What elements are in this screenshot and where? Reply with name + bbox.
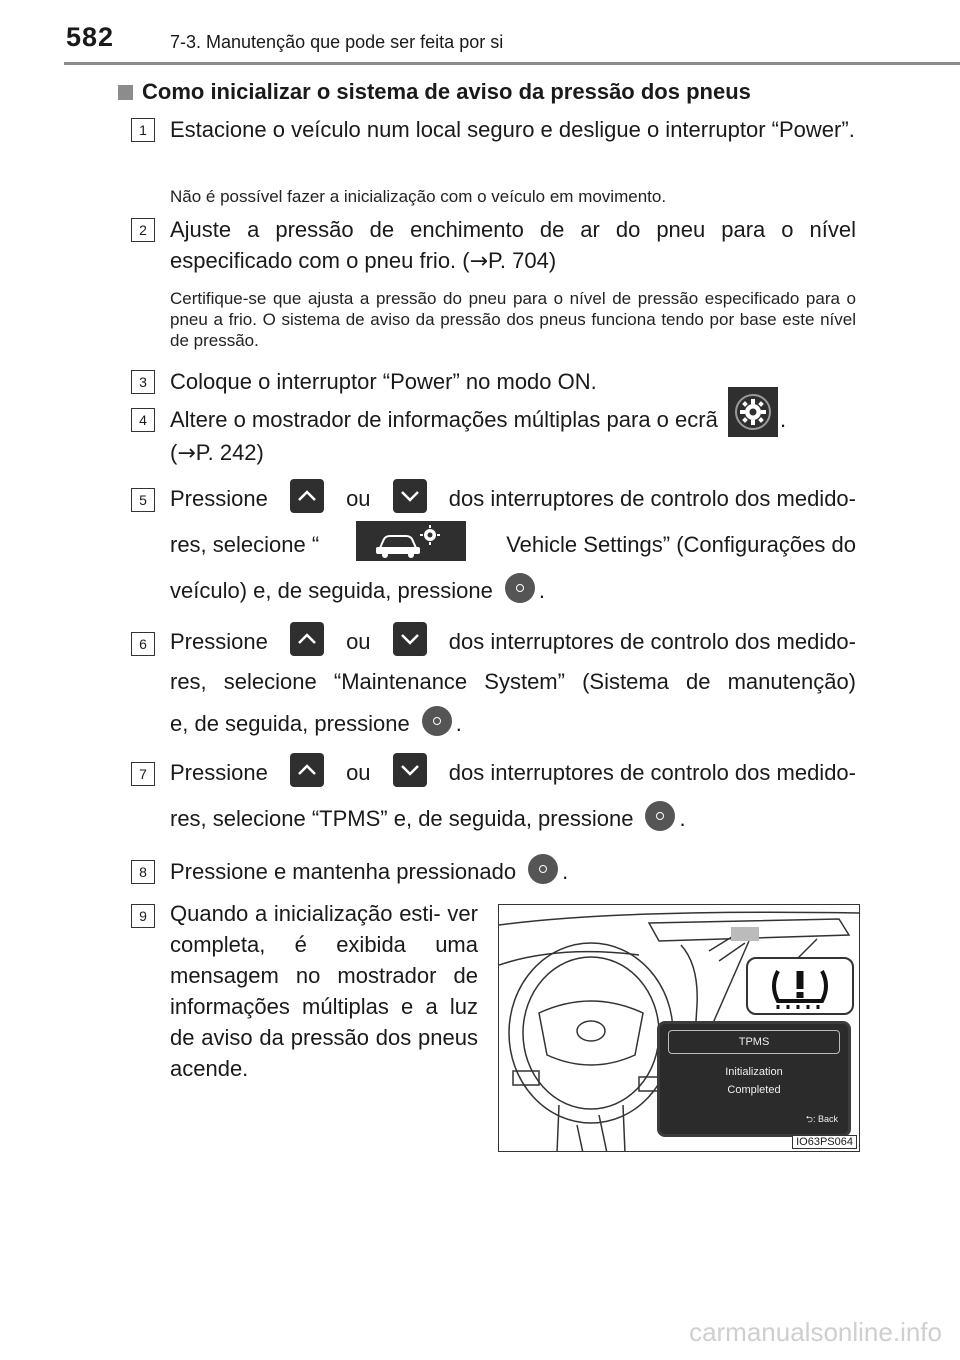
ok-button-icon [528,854,558,884]
step-note: Certifique-se que ajusta a pressão do pneu para o nível de pressão especificado para o pneu a frio. O sistema de aviso da pressão dos pneus funciona tendo por base este nível de pressão. [170,289,856,350]
step-number: 5 [131,488,155,512]
reference-arrow-icon: → [469,249,489,274]
watermark: carmanualsonline.info [689,1317,942,1347]
step-number: 2 [131,218,155,242]
step-text: Pressione ou dos interruptores de controlo dos medido- res, selecione “ Vehicle Settings” (Configurações do veículo) e, de seguida, pressione . [170,484,856,614]
step-text: Coloque o interruptor “Power” no modo ON. [170,369,597,394]
step-text: Ajuste a pressão de enchimento de ar do pneu para o nível especificado com o pneu frio. (→P. 704) [170,217,856,274]
multi-information-display [657,1021,851,1137]
step-number: 7 [131,762,155,786]
display-back-label: ⮌: Back [805,1114,838,1124]
step-text: Quando a inicialização esti- ver completa, é exibida uma mensagem no mostrador de informações múltiplas e a luz de aviso da pressão dos pneus acende. [170,901,478,1081]
step-note: Não é possível fazer a inicialização com o veículo em movimento. [170,187,667,206]
step-number: 9 [131,904,155,928]
section-title [118,79,751,105]
display-line: Completed [727,1084,781,1096]
back-arrow-icon: ⮌ [805,1114,813,1124]
illustration-code: IO63PS064 [792,1135,857,1149]
settings-gear-icon [728,387,778,437]
step-number: 1 [131,118,155,142]
chapter-title: 7-3. Manutenção que pode ser feita por si [170,32,504,52]
up-button-icon [290,753,324,787]
display-line: Initialization [725,1066,783,1078]
step-text: Pressione e mantenha pressionado . [170,856,856,887]
step-text: Estacione o veículo num local seguro e desligue o interruptor “Power”. [170,117,855,142]
step-text: Pressione ou dos interruptores de controlo dos medido- res, selecione “Maintenance System” (Sistema de manutenção) e, de seguida, pressione . [170,628,856,746]
up-button-icon [290,622,324,656]
dashboard-illustration [498,904,860,1152]
page-header [0,0,960,66]
ok-button-icon [645,801,675,831]
step-text: Pressione ou dos interruptores de controlo dos medido- res, selecione “TPMS” e, de seguida, pressione . [170,758,856,842]
up-button-icon [290,479,324,513]
step-number: 8 [131,860,155,884]
display-title: TPMS [668,1030,840,1054]
header-rule [64,62,960,65]
down-button-icon [393,622,427,656]
step-number: 3 [131,370,155,394]
step-text: Altere o mostrador de informações múltiplas para o ecrã . (→P. 242) [170,404,856,469]
page-number: 582 [66,22,115,52]
ok-button-icon [422,706,452,736]
tpms-warning-light-icon [746,957,854,1015]
step-number: 6 [131,632,155,656]
vehicle-settings-icon [356,521,466,561]
step-number: 4 [131,408,155,432]
section-bullet-icon [118,85,133,100]
down-button-icon [393,479,427,513]
ok-button-icon [505,573,535,603]
section-title-text: Como inicializar o sistema de aviso da pressão dos pneus [142,79,751,104]
down-button-icon [393,753,427,787]
reference-arrow-icon: → [177,441,196,467]
